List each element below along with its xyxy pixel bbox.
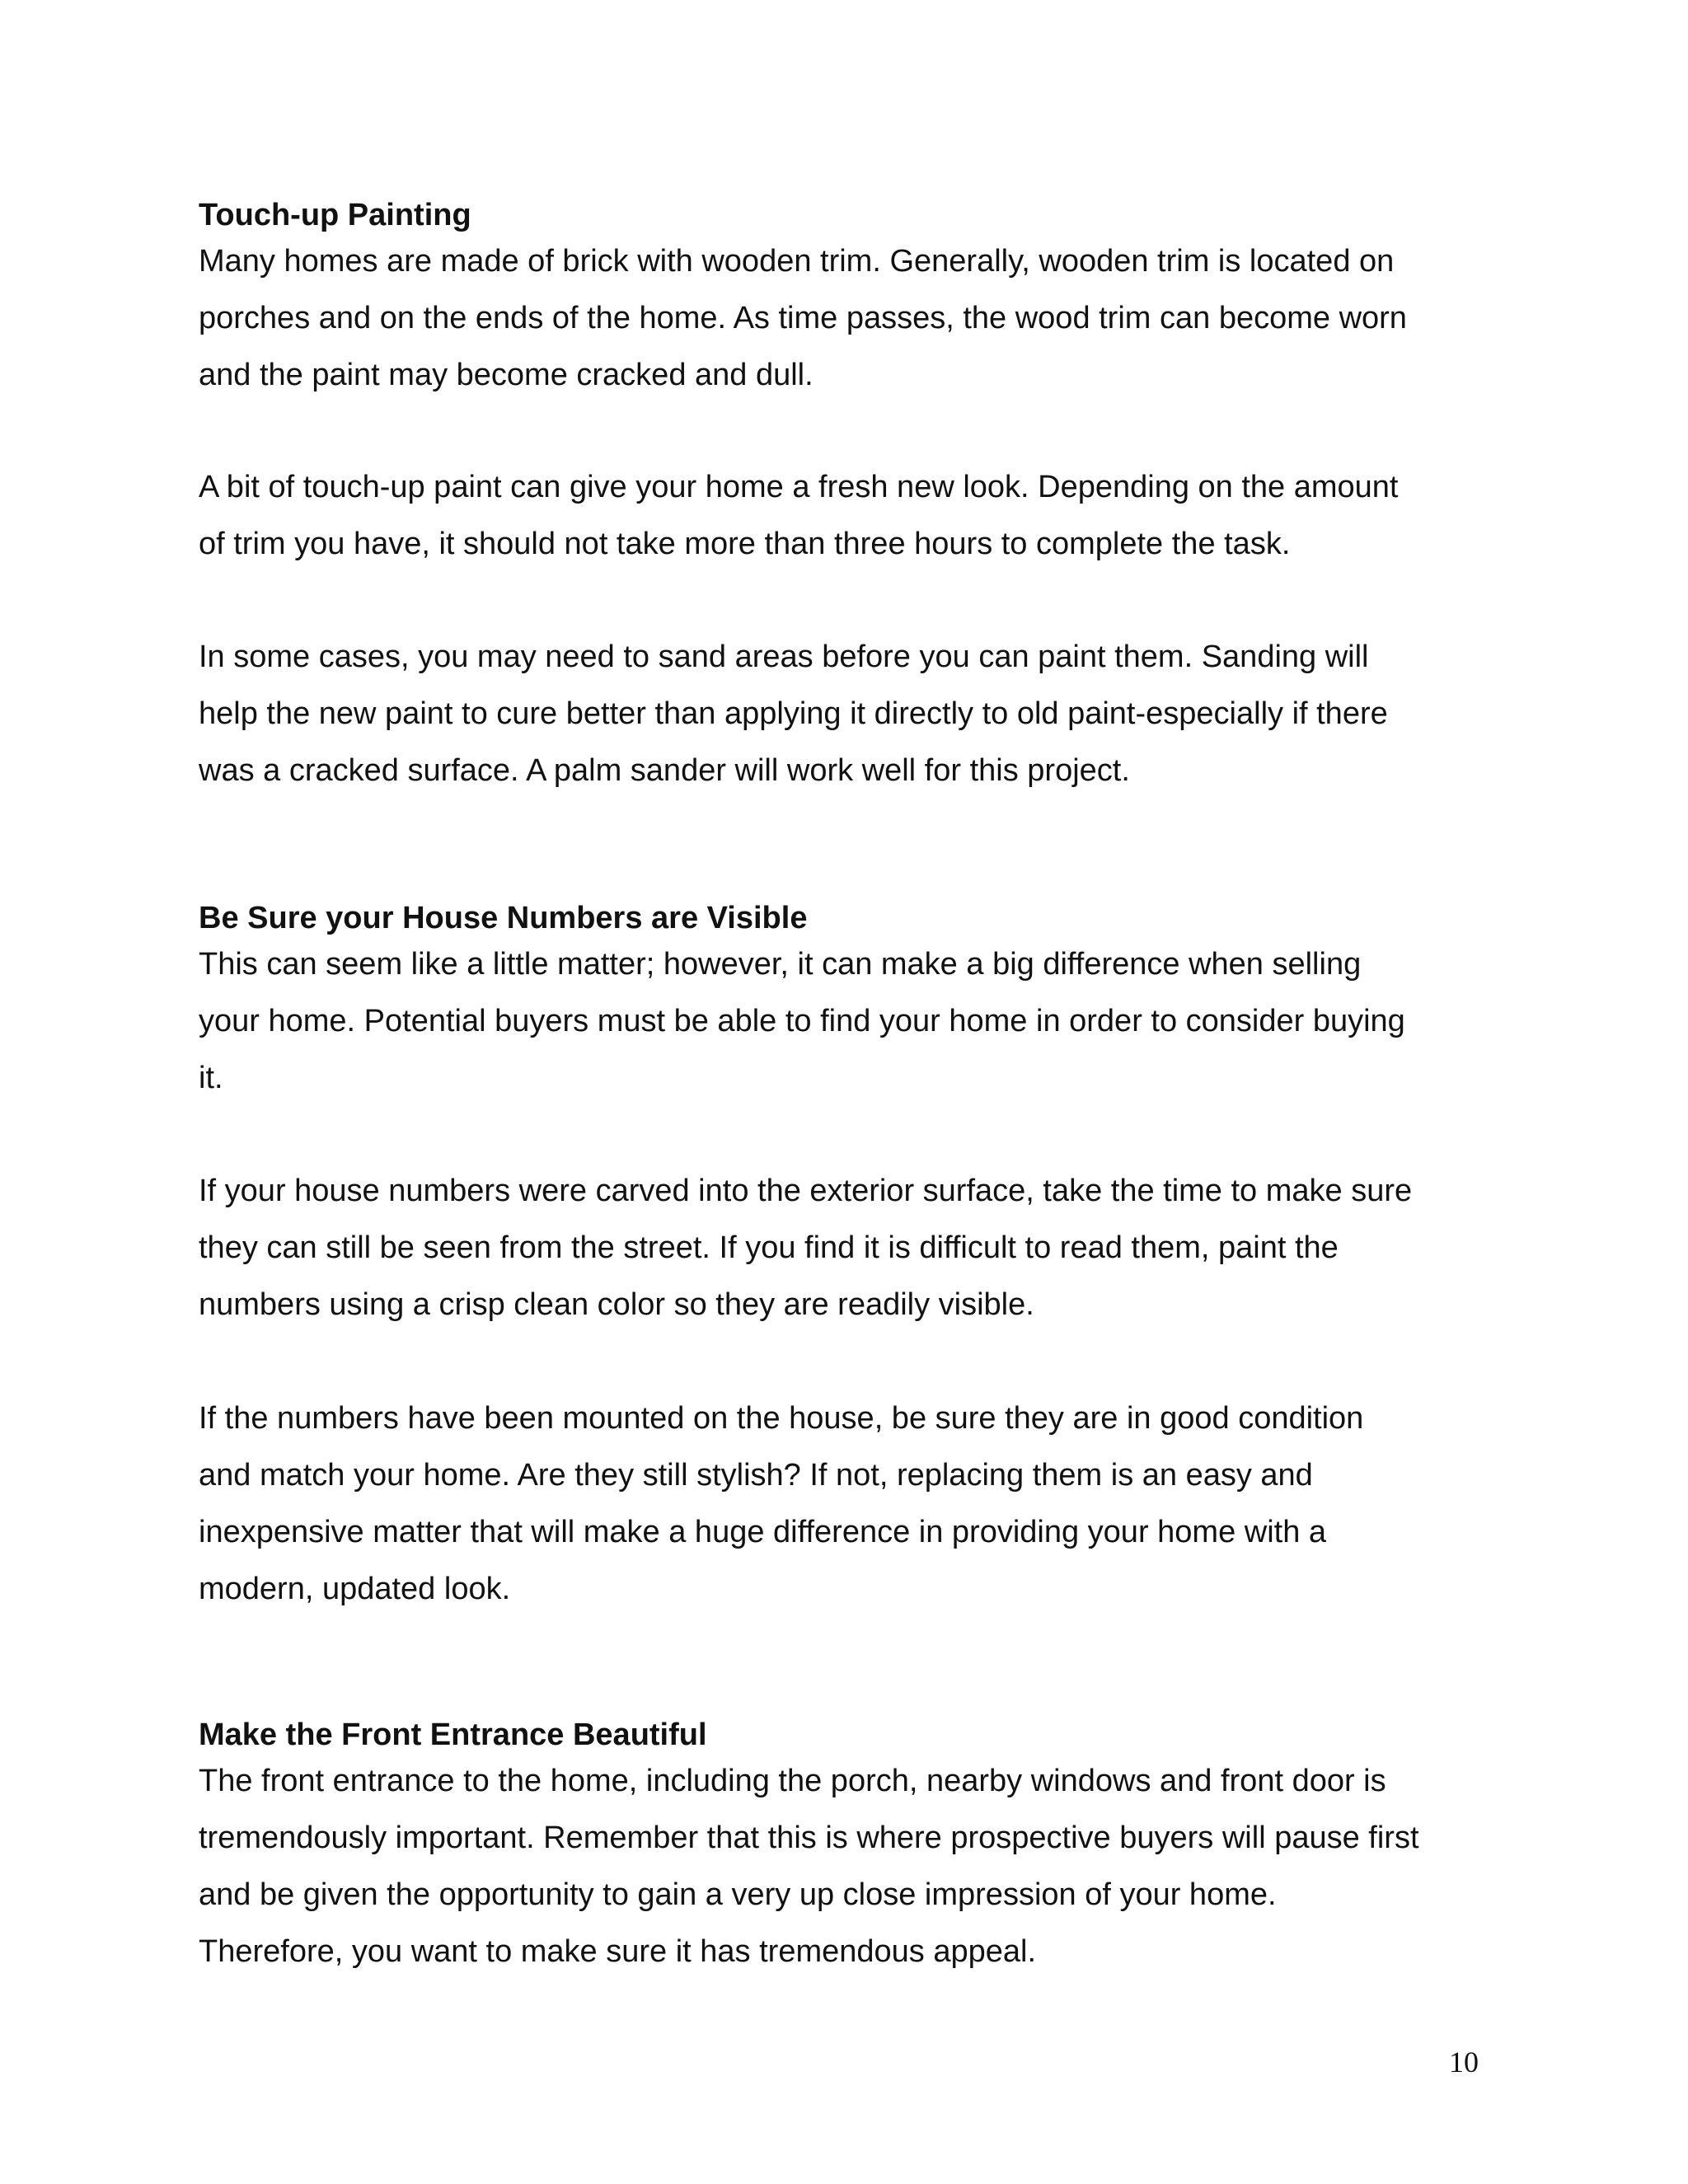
paragraph-line: numbers using a crisp clean color so they are readily visible. (199, 1287, 1034, 1322)
paragraph (199, 629, 1517, 799)
paragraph (199, 1390, 1517, 1618)
paragraph-line: and the paint may become cracked and dull. (199, 358, 814, 392)
paragraph-line: tremendously important. Remember that this is where prospective buyers will pause first (199, 1821, 1419, 1855)
paragraph-line: help the new paint to cure better than applying it directly to old paint-especially if there (199, 696, 1388, 731)
paragraph-line: and be given the opportunity to gain a very up close impression of your home. (199, 1877, 1277, 1912)
paragraph-line: modern, updated look. (199, 1572, 511, 1606)
paragraph-line: If the numbers have been mounted on the house, be sure they are in good condition (199, 1401, 1364, 1436)
paragraph-line: it. (199, 1061, 223, 1095)
paragraph-line: and match your home. Are they still stylish? If not, replacing them is an easy and (199, 1458, 1313, 1493)
paragraph-line: In some cases, you may need to sand areas before you can paint them. Sanding will (199, 640, 1369, 674)
paragraph (199, 936, 1517, 1107)
paragraph-line: This can seem like a little matter; however, it can make a big difference when selling (199, 947, 1362, 982)
page-number: 10 (1449, 2046, 1479, 2079)
paragraph-line: porches and on the ends of the home. As time passes, the wood trim can become worn (199, 301, 1407, 335)
paragraph-line: Many homes are made of brick with wooden trim. Generally, wooden trim is located on (199, 244, 1395, 279)
paragraph (199, 1163, 1517, 1333)
paragraph-line: The front entrance to the home, including the porch, nearby windows and front door is (199, 1764, 1386, 1798)
paragraph-line: inexpensive matter that will make a huge difference in providing your home with a (199, 1515, 1327, 1549)
section-heading-front-entrance: Make the Front Entrance Beautiful (199, 1718, 707, 1752)
paragraph (199, 1753, 1517, 1980)
section-heading-house-numbers: Be Sure your House Numbers are Visible (199, 901, 808, 935)
paragraph-line: your home. Potential buyers must be able to find your home in order to consider buying (199, 1004, 1405, 1038)
paragraph (199, 459, 1517, 573)
paragraph-line: A bit of touch-up paint can give your home a fresh new look. Depending on the amount (199, 470, 1399, 504)
paragraph (199, 233, 1517, 404)
paragraph-line: Therefore, you want to make sure it has tremendous appeal. (199, 1934, 1036, 1969)
section-heading-touch-up-painting: Touch-up Painting (199, 198, 471, 232)
paragraph-line: of trim you have, it should not take more than three hours to complete the task. (199, 527, 1291, 561)
paragraph-line: If your house numbers were carved into the exterior surface, take the time to make sure (199, 1174, 1413, 1208)
paragraph-line: was a cracked surface. A palm sander will work well for this project. (199, 753, 1130, 788)
paragraph-line: they can still be seen from the street. If you find it is difficult to read them, paint the (199, 1230, 1339, 1265)
